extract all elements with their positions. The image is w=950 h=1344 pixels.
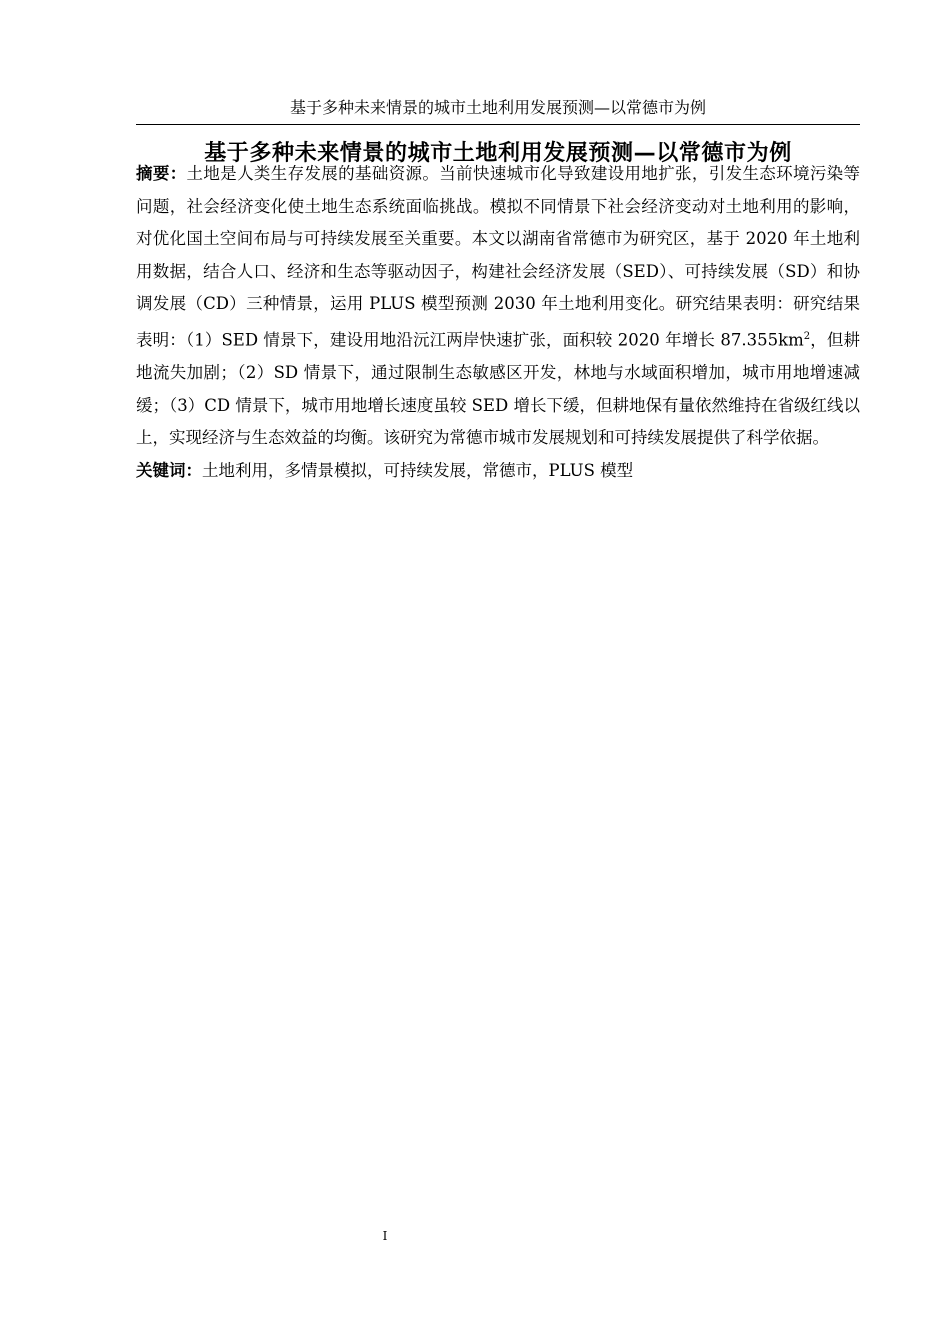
page-number: I [382,1229,388,1243]
area-unit-superscript: 2 [803,330,811,342]
abstract-text-part1: 土地是人类生存发展的基础资源。当前快速城市化导致建设用地扩张，引发生态环境污染等问题，社会经济变化使土地生态系统面临挑战。模拟不同情景下社会经济变动对土地利用的影响，对优化国土空间布局与可持续发展至关重要。本文以湖南省常德市为研究区，基于 2020 年土地利用数据，结合人口、经济和生态等驱动因子，构建社会经济发展（SED）、可持续发展（SD）和协调发展（CD）三种情景，运用 PLUS 模型预测 2030 年土地利用变化。研究结果表明：研究结果表明：（1）SED 情景下，建设用地沿沅江两岸快速扩张，面积较 2020 年增长 87.355km [136,164,861,350]
abstract-label: 摘要： [136,164,187,183]
header-rule [136,124,860,125]
keywords-line [136,455,860,488]
document-title: 基于多种未来情景的城市土地利用发展预测—以常德市为例 [204,141,792,166]
abstract-body [136,158,860,487]
keywords-label: 关键词： [136,460,202,480]
keywords-text: 土地利用，多情景模拟，可持续发展，常德市，PLUS 模型 [202,460,634,480]
abstract-text [136,158,860,455]
abstract-text-part2: ，但耕地流失加剧；（2）SD 情景下，通过限制生态敏感区开发，林地与水域面积增加，城市用地增速减缓；（3）CD 情景下，城市用地增长速度虽较 SED 增长下缓，但耕地保有量依然维持在省级红线以上，实现经济与生态效益的均衡。该研究为常德市城市发展规划和可持续发展提供了科学依据。 [136,330,861,448]
running-header: 基于多种未来情景的城市土地利用发展预测—以常德市为例 [289,98,706,117]
